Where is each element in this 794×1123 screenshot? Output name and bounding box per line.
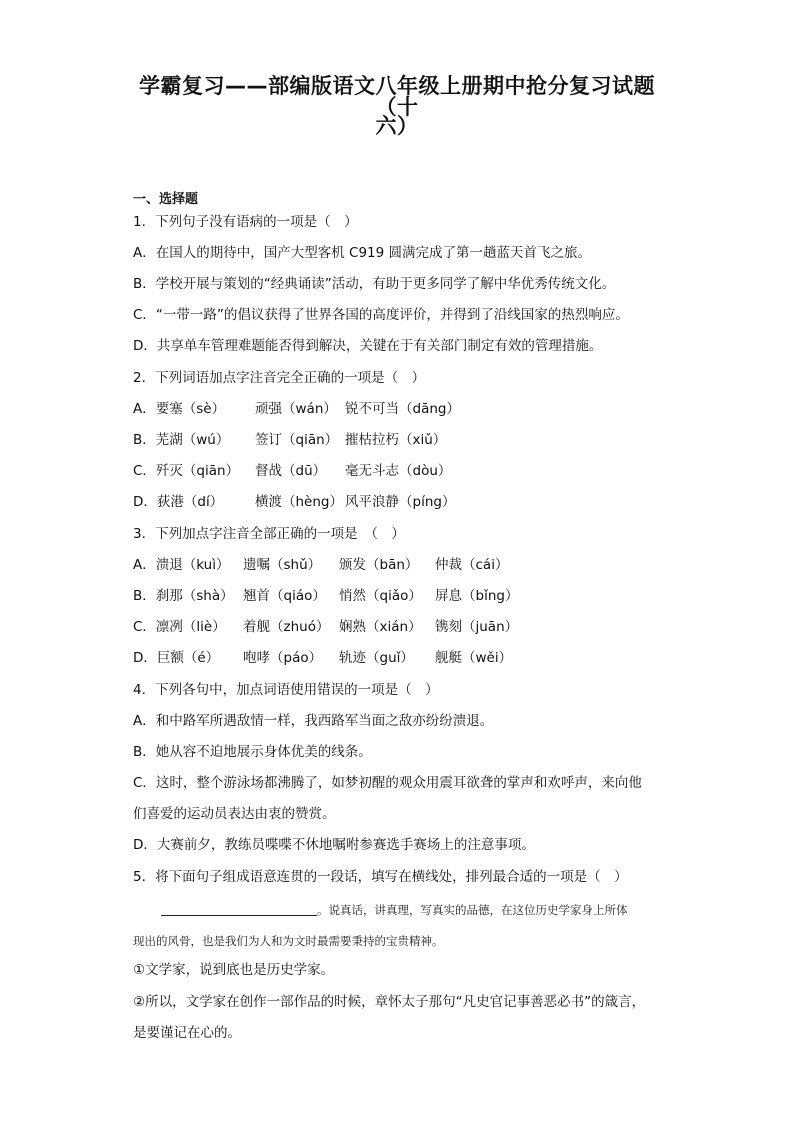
option-term: C．凛冽（liè）	[133, 619, 226, 635]
option-term: 风平浪静（píng）	[345, 494, 456, 510]
option-term: 毫无斗志（dòu）	[345, 463, 452, 479]
option-term: 仲裁（cái）	[435, 557, 509, 573]
option-term: 颁发（bān）	[339, 557, 419, 573]
question-4-stem: 4．下列各句中，加点词语使用错误的一项是（ ）	[133, 682, 439, 698]
question-1-option-b: B．学校开展与策划的“经典诵读”活动，有助于更多同学了解中华优秀传统文化。	[133, 276, 616, 292]
option-term: A．溃退（kuì）	[133, 557, 230, 573]
passage-text: 。说真话，讲真理，写真实的品德，在这位历史学家身上所体	[317, 903, 628, 917]
option-term: D．巨额（é）	[133, 650, 220, 666]
option-term: 轨迹（guǐ）	[339, 650, 414, 666]
option-term: 横渡（hèng）	[255, 494, 343, 510]
passage-line-continued: 现出的风骨，也是我们为人和为文时最需要秉持的宝贵精神。	[133, 934, 444, 948]
fill-blank[interactable]	[161, 903, 317, 916]
sentence-2-continued: 是要谨记在心的。	[133, 1025, 241, 1041]
question-5-stem: 5．将下面句子组成语意连贯的一段话，填写在横线处，排列最合适的一项是（ ）	[133, 869, 628, 885]
question-1-option-a: A．在国人的期待中，国产大型客机 C919 圆满完成了第一趟蓝天首飞之旅。	[133, 245, 592, 261]
question-3-option-c	[133, 619, 518, 635]
option-term: 镌刻（juān）	[435, 619, 519, 635]
question-2-option-c	[133, 463, 451, 479]
page-title: 学霸复习——部编版语文八年级上册期中抢分复习试题（十	[139, 74, 655, 119]
option-term: D．荻港（dí）	[133, 494, 224, 510]
question-4-option-c: C．这时，整个游泳场都沸腾了，如梦初醒的观众用震耳欲聋的掌声和欢呼声，来向他	[133, 775, 642, 791]
option-term: B．芜湖（wú）	[133, 432, 230, 448]
question-3-stem: 3．下列加点字注音全部正确的一项是 （ ）	[133, 526, 405, 542]
question-4-option-b: B．她从容不迫地展示身体优美的线条。	[133, 744, 372, 760]
option-term: C．歼灭（qiān）	[133, 463, 240, 479]
question-4-option-d: D．大赛前夕，教练员喋喋不休地嘱咐参赛选手赛场上的注意事项。	[133, 837, 535, 853]
option-term: 遗嘱（shǔ）	[243, 557, 322, 573]
sentence-1: ①文学家，说到底也是历史学家。	[133, 962, 335, 978]
option-term: 娴熟（xián）	[339, 619, 422, 635]
option-term: A．要塞（sè）	[133, 401, 226, 417]
option-term: B．刹那（shà）	[133, 588, 234, 604]
question-4-option-a: A．和中路军所遇敌情一样，我西路军当面之敌亦纷纷溃退。	[133, 713, 494, 729]
question-1-stem: 1．下列句子没有语病的一项是（ ）	[133, 214, 358, 230]
option-term: 翘首（qiáo）	[243, 588, 326, 604]
question-1-option-d: D．共享单车管理难题能否得到解决，关键在于有关部门制定有效的管理措施。	[133, 338, 603, 354]
option-term: 悄然（qiǎo）	[339, 588, 422, 604]
question-2-option-d	[133, 494, 455, 510]
page-title-continued: 六）	[375, 114, 419, 138]
passage-line	[133, 902, 628, 918]
question-3-option-a	[133, 557, 508, 573]
question-2-option-a	[133, 401, 460, 417]
option-term: 锐不可当（dāng）	[345, 401, 460, 417]
option-term: 签订（qiān）	[255, 432, 339, 448]
question-1-option-c: C．“一带一路”的倡议获得了世界各国的高度评价，并得到了沿线国家的热烈响应。	[133, 307, 629, 323]
question-2-option-b	[133, 432, 446, 448]
question-3-option-d	[133, 650, 512, 666]
option-term: 舰艇（wěi）	[435, 650, 513, 666]
question-3-option-b	[133, 588, 518, 604]
option-term: 咆哮（páo）	[243, 650, 323, 666]
question-2-stem: 2．下列词语加点字注音完全正确的一项是（ ）	[133, 370, 426, 386]
question-4-option-c-continued: 们喜爱的运动员表达由衷的赞赏。	[133, 806, 336, 822]
sentence-2: ②所以，文学家在创作一部作品的时候，章怀太子那句“凡史官记事善恶必书”的箴言，	[133, 994, 646, 1010]
option-term: 摧枯拉朽（xiǔ）	[345, 432, 447, 448]
section-heading: 一、选择题	[133, 192, 199, 207]
option-term: 屏息（bǐng）	[435, 588, 519, 604]
option-term: 着舰（zhuó）	[243, 619, 330, 635]
option-term: 顽强（wán）	[255, 401, 337, 417]
option-term: 督战（dū）	[255, 463, 327, 479]
